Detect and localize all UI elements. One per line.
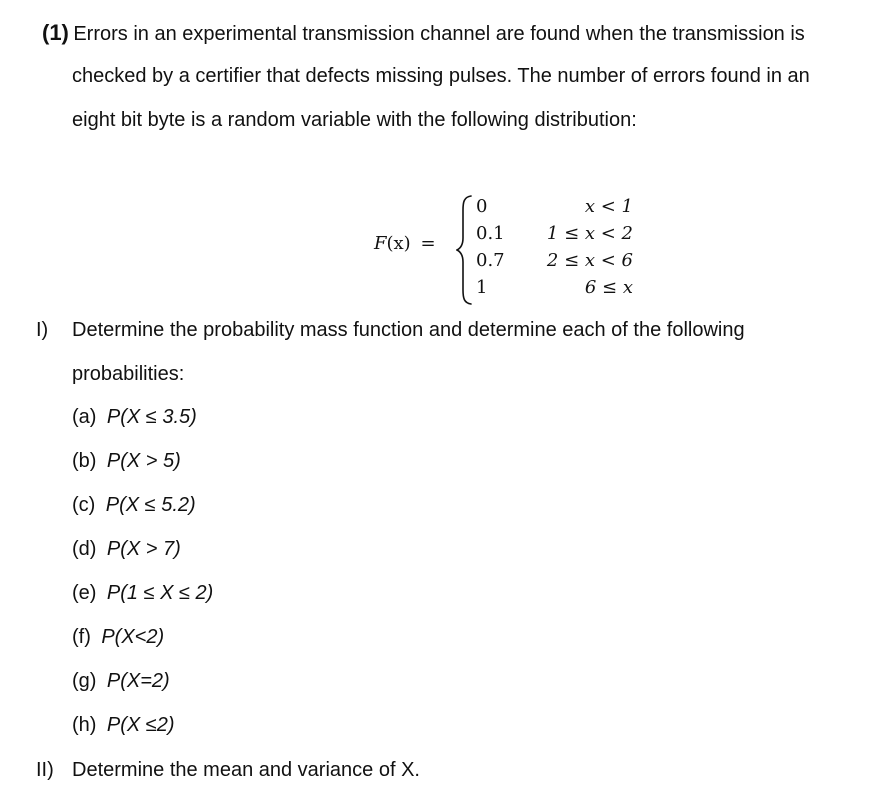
left-brace-icon xyxy=(456,194,474,306)
cdf-value-4: 1 xyxy=(476,277,488,298)
option-expression: P(X<2) xyxy=(101,626,165,648)
option-label: (d) xyxy=(72,538,97,560)
option-expression: P(X=2) xyxy=(106,670,170,692)
option-label: (a) xyxy=(72,406,97,428)
option-e xyxy=(72,582,213,605)
option-expression: P(X ≤ 5.2) xyxy=(105,494,196,516)
cdf-value-3: 0.7 xyxy=(476,250,505,271)
option-expression: P(X > 7) xyxy=(106,538,181,560)
question-text-line-1: Errors in an experimental transmission channel are found when the transmission is xyxy=(73,23,805,45)
part-1-text-line-2: probabilities: xyxy=(72,363,185,385)
option-label: (e) xyxy=(72,582,97,604)
option-d xyxy=(72,538,181,561)
option-f xyxy=(72,626,164,649)
option-label: (f) xyxy=(72,626,91,648)
option-g xyxy=(72,670,170,693)
option-expression: P(1 ≤ X ≤ 2) xyxy=(106,582,214,604)
part-1-marker: I) xyxy=(36,319,49,341)
option-label: (h) xyxy=(72,714,97,736)
option-label: (c) xyxy=(72,494,96,516)
question-number: (1) xyxy=(42,20,69,45)
cdf-function-arg: (x) xyxy=(386,233,411,254)
cdf-condition-2: 1 ≤ x < 2 xyxy=(546,223,633,244)
option-expression: P(X ≤2) xyxy=(106,714,175,736)
option-expression: P(X ≤ 3.5) xyxy=(106,406,197,428)
cdf-equals-sign: = xyxy=(420,233,436,254)
cdf-function-name: F xyxy=(374,233,387,254)
option-label: (g) xyxy=(72,670,97,692)
part-2-text: Determine the mean and variance of X. xyxy=(72,759,420,781)
option-expression: P(X > 5) xyxy=(106,450,181,472)
cdf-condition-3: 2 ≤ x < 6 xyxy=(546,250,633,271)
question-text-line-2: checked by a certifier that defects missing pulses. The number of errors found in an xyxy=(72,65,810,87)
option-c xyxy=(72,494,196,517)
question-text-line-3: eight bit byte is a random variable with the following distribution: xyxy=(72,109,637,131)
option-label: (b) xyxy=(72,450,97,472)
part-2-marker: II) xyxy=(36,759,54,781)
cdf-value-2: 0.1 xyxy=(476,223,505,244)
question-first-line xyxy=(42,20,805,46)
option-a xyxy=(72,406,197,429)
cdf-lhs xyxy=(374,233,436,255)
cdf-condition-1: x < 1 xyxy=(584,196,633,217)
cdf-condition-4: 6 ≤ x xyxy=(584,277,633,298)
part-1-text-line-1: Determine the probability mass function and determine each of the following xyxy=(72,319,745,341)
option-b xyxy=(72,450,181,473)
option-h xyxy=(72,714,175,737)
cdf-value-1: 0 xyxy=(476,196,488,217)
